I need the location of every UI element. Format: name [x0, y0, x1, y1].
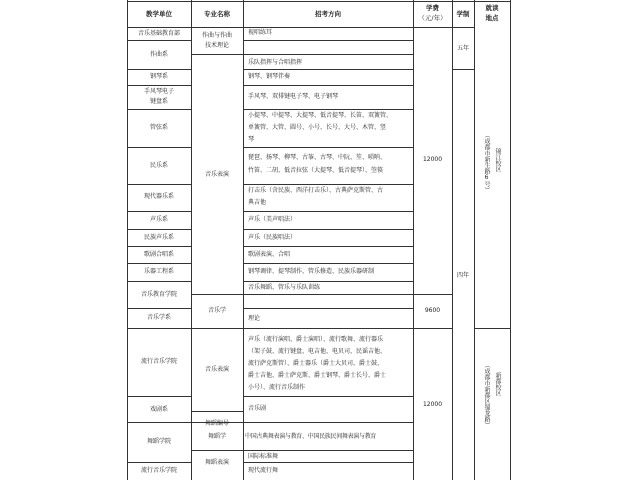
grid-line [191, 0, 192, 480]
grid-line [474, 328, 510, 329]
grid-line [243, 54, 413, 55]
campus-address: （成都市新生路6号） [483, 132, 490, 193]
direction-text: 乐队指挥与合唱指挥 [248, 59, 303, 66]
grid-line [127, 211, 191, 212]
grid-line [127, 1, 510, 2]
major-name: 技术理论 [204, 42, 229, 49]
header-fee-unit: （元/年） [418, 14, 447, 22]
grid-line [243, 246, 413, 247]
grid-line [127, 40, 191, 41]
header-fee: 学费 [426, 4, 439, 12]
grid-line [127, 396, 191, 397]
school-name: 音乐学系 [146, 314, 171, 321]
grid-line [243, 109, 413, 110]
direction-text: 现代流行舞 [248, 467, 279, 474]
school-name: 音乐基础教育部 [137, 30, 180, 37]
grid-line [127, 147, 191, 148]
grid-line [243, 281, 413, 282]
grid-line [127, 109, 191, 110]
grid-line [191, 450, 243, 451]
grid-line [127, 281, 191, 282]
fee-value: 12000 [422, 401, 443, 408]
grid-line [127, 229, 191, 230]
school-name: 作曲系 [149, 51, 168, 58]
school-name: 管弦系 [149, 124, 168, 131]
school-name: 民乐系 [149, 162, 168, 169]
grid-line [243, 462, 413, 463]
grid-line [191, 411, 243, 412]
grid-line [452, 0, 453, 480]
grid-line [127, 85, 191, 86]
grid-line [127, 69, 191, 70]
grid-line [243, 40, 413, 41]
grid-line [127, 263, 191, 264]
grid-line [191, 328, 243, 329]
direction-text: 爵士吉他、爵士萨克斯、爵士钢琴、爵士长号、爵士 [248, 372, 387, 379]
duration-value: 五年 [456, 45, 469, 52]
school-name: 戏剧系 [149, 406, 168, 413]
header-major: 专业名称 [204, 10, 230, 18]
school-name: 流行音乐学院 [140, 467, 177, 474]
campus-name: 锦江校区 [494, 148, 501, 172]
school-name: 舞蹈学院 [146, 438, 171, 445]
school-name: 声乐系 [149, 216, 168, 223]
grid-line [127, 308, 191, 309]
direction-text: 单簧管、大管、圆号、小号、长号、大号、木管、竖 [248, 124, 387, 131]
direction-text: 理论 [248, 315, 261, 322]
campus-name: 新都校区 [494, 372, 501, 396]
grid-line [510, 0, 511, 480]
header-campus: 就读 [485, 4, 499, 12]
major-name: 音乐表演 [204, 366, 229, 373]
direction-text: （架子鼓、流行键盘、电吉他、电贝司、民谣吉他、 [248, 348, 387, 355]
grid-line [127, 462, 191, 463]
major-name: 音乐学 [207, 307, 226, 314]
school-name: 手风琴电子 [143, 88, 174, 95]
grid-line [243, 308, 413, 309]
grid-line [191, 294, 243, 295]
school-name: 流行音乐学院 [140, 358, 177, 365]
direction-text: 歌剧表演、合唱 [248, 251, 291, 258]
direction-text: 音乐剧 [248, 405, 267, 412]
header-duration: 学制 [456, 10, 470, 18]
direction-text: 手风琴、双排键电子琴、电子钢琴 [248, 93, 339, 100]
grid-line [243, 85, 413, 86]
grid-line [452, 69, 474, 70]
grid-line [127, 422, 191, 423]
direction-text: 钢琴调律、提琴制作、管乐修造、民族乐器研制 [248, 268, 375, 275]
grid-line [243, 328, 413, 329]
major-name: 音乐表演 [204, 171, 229, 178]
grid-line [243, 229, 413, 230]
direction-text: 钢琴、钢琴伴奏 [248, 73, 291, 80]
grid-line [243, 294, 413, 295]
major-name: 舞蹈编导 [204, 420, 229, 427]
direction-text: 声乐（流行演唱、爵士演唱）、流行歌舞、流行器乐 [248, 336, 384, 343]
grid-line [413, 328, 452, 329]
direction-text: 打击乐（含民族、西洋打击乐）、古典萨克斯管、古 [248, 187, 384, 194]
direction-text: 中国古典舞表演与教育、中国民族民间舞表演与教育 [245, 433, 377, 440]
grid-line [413, 294, 452, 295]
direction-text: 声乐（美声唱法） [248, 216, 297, 223]
school-name: 钢琴系 [149, 73, 168, 80]
header-campus-line2: 地点 [485, 14, 499, 22]
direction-text: 小提琴、中提琴、大提琴、低音提琴、长笛、双簧管、 [248, 112, 393, 119]
header-school: 教学单位 [146, 10, 172, 18]
grid-line [243, 263, 413, 264]
direction-text: 琵琶、扬琴、柳琴、古筝、古琴、中阮、笙、唢呐、 [248, 154, 387, 161]
duration-value: 四年 [456, 272, 469, 279]
grid-line [243, 396, 413, 397]
grid-line [243, 422, 413, 423]
major-name: 舞蹈表演 [204, 459, 229, 466]
major-name: 作曲与作曲 [201, 32, 232, 39]
fee-value: 9600 [424, 307, 441, 314]
grid-line [243, 450, 413, 451]
direction-text: 国际标准舞 [248, 453, 279, 460]
major-name: 舞蹈学 [207, 433, 226, 440]
school-name: 现代器乐系 [143, 193, 174, 200]
direction-text: 视唱练耳 [248, 29, 273, 36]
school-name: 民族声乐系 [143, 234, 174, 241]
school-name: 音乐教育学院 [140, 291, 177, 298]
grid-line [127, 27, 474, 28]
direction-text: 声乐（民族唱法） [248, 234, 297, 241]
grid-line [127, 246, 191, 247]
school-name: 键盘系 [149, 98, 168, 105]
direction-text: 小号）、流行音乐制作 [248, 384, 306, 391]
grid-line [127, 328, 191, 329]
direction-text: 琴 [248, 136, 255, 143]
grid-line [127, 184, 191, 185]
school-name: 乐器工程系 [143, 268, 174, 275]
direction-text: 典吉他 [248, 199, 267, 206]
direction-text: 流行萨克斯管）、爵士器乐（爵士大贝司、爵士鼓、 [248, 360, 384, 367]
grid-line [243, 147, 413, 148]
grid-line [243, 69, 413, 70]
header-direction: 招考方向 [315, 10, 341, 18]
grid-line [474, 0, 475, 480]
school-name: 歌剧合唱系 [143, 251, 174, 258]
direction-text: 音乐舞蹈、管乐与乐队训练 [248, 284, 321, 291]
grid-line [243, 211, 413, 212]
grid-line [243, 0, 244, 480]
direction-text: 竹笛、二胡、低音拉弦（大提琴、低音提琴）、箜篌 [248, 167, 384, 174]
grid-line [191, 54, 243, 55]
fee-value: 12000 [422, 156, 443, 163]
campus-address: （成都市新都区蜀龙路） [483, 362, 490, 428]
grid-line [243, 184, 413, 185]
